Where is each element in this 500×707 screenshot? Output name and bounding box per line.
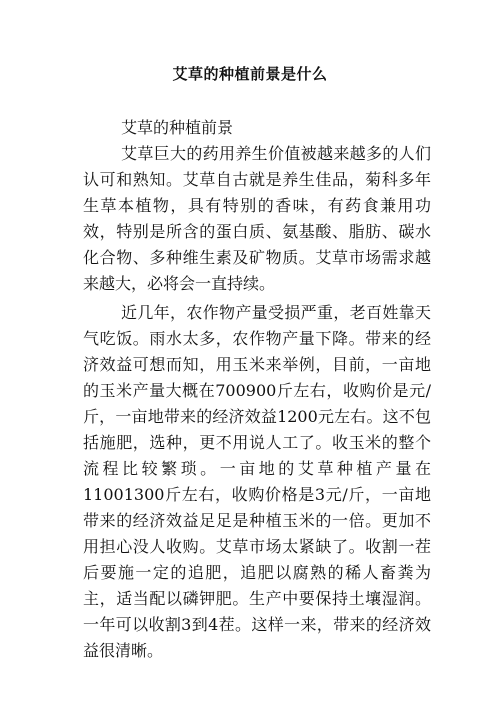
section-heading: 艾草的种植前景 [121,118,234,137]
document-body [83,115,431,664]
document-title: 艾草的种植前景是什么 [172,65,328,83]
paragraph-1: 艾草巨大的药用养生价值被越来越多的人们认可和熟知。艾草自古就是养生佳品，菊科多年生草本植物，具有特别的香味，有药食兼用功效，特别是所含的蛋白质、氨基酸、脂肪、碳水化合物、多种维生素及矿物质。艾草市场需求越来越大，必将会一直持续。 [83,144,431,293]
paragraph-2: 近几年，农作物产量受损严重，老百姓靠天气吃饭。雨水太多，农作物产量下降。带来的经济效益可想而知，用玉米来举例，目前，一亩地的玉米产量大概在700900斤左右，收购价是元/斤，一亩地带来的经济效益1200元左右。这不包括施肥，选种，更不用说人工了。收玉米的整个流程比较繁琐。一亩地的艾草种植产量在11001300斤左右，收购价格是3元/斤，一亩地带来的经济效益足足是种植玉米的一倍。更加不用担心没人收购。艾草市场太紧缺了。收割一茬后要施一定的追肥，追肥以腐熟的稀人畜粪为主，适当配以磷钾肥。生产中要保持土壤湿润。一年可以收割3到4茬。这样一来，带来的经济效益很清晰。 [83,303,431,660]
